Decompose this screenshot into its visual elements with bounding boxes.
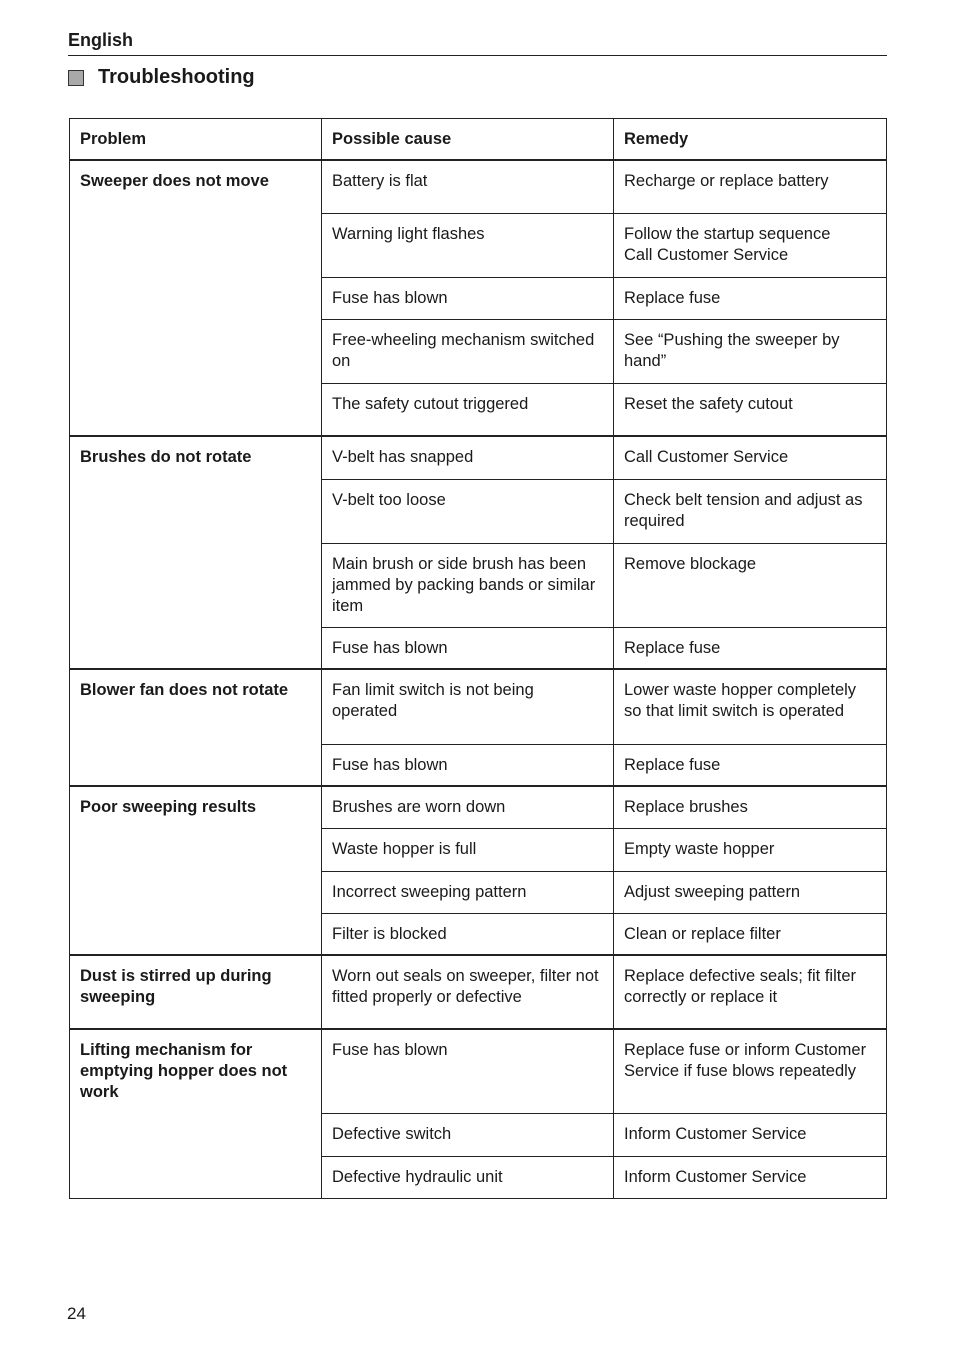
remedy-cell: See “Pushing the sweeper by hand” <box>614 319 887 383</box>
remedy-cell: Recharge or replace battery <box>614 160 887 213</box>
section-marker-icon <box>68 70 84 86</box>
cause-cell: Waste hopper is full <box>322 828 614 871</box>
remedy-cell: Inform Customer Service <box>614 1156 887 1198</box>
cause-cell: V-belt has snapped <box>322 436 614 479</box>
cause-cell: The safety cutout triggered <box>322 383 614 436</box>
problem-cell: Poor sweeping results <box>70 786 322 955</box>
cause-cell: Fuse has blown <box>322 1029 614 1113</box>
cause-cell: Battery is flat <box>322 160 614 213</box>
table-row <box>70 436 887 479</box>
table-row <box>70 160 887 213</box>
cause-cell: Worn out seals on sweeper, filter not fitted properly or defective <box>322 955 614 1029</box>
problem-cell: Sweeper does not move <box>70 160 322 436</box>
troubleshooting-table <box>69 118 887 1199</box>
remedy-cell: Inform Customer Service <box>614 1113 887 1156</box>
remedy-cell: Replace fuse <box>614 627 887 669</box>
header-problem: Problem <box>70 119 322 161</box>
remedy-cell: Reset the safety cutout <box>614 383 887 436</box>
cause-cell: Incorrect sweeping pattern <box>322 871 614 913</box>
remedy-cell: Clean or replace filter <box>614 913 887 955</box>
table-row <box>70 955 887 1029</box>
cause-cell: Free-wheeling mechanism switched on <box>322 319 614 383</box>
remedy-cell: Lower waste hopper completely so that limit switch is operated <box>614 669 887 744</box>
remedy-cell: Replace brushes <box>614 786 887 828</box>
remedy-cell: Empty waste hopper <box>614 828 887 871</box>
cause-cell: Brushes are worn down <box>322 786 614 828</box>
cause-cell: Warning light flashes <box>322 213 614 277</box>
table-header-row <box>70 119 887 161</box>
remedy-cell: Call Customer Service <box>614 436 887 479</box>
remedy-cell: Replace fuse <box>614 744 887 786</box>
page-number: 24 <box>67 1304 86 1323</box>
remedy-cell: Replace fuse <box>614 277 887 319</box>
header-rule <box>68 55 887 56</box>
cause-cell: Fuse has blown <box>322 744 614 786</box>
cause-cell: Fan limit switch is not being operated <box>322 669 614 744</box>
problem-cell: Dust is stirred up during sweeping <box>70 955 322 1029</box>
remedy-cell: Remove blockage <box>614 543 887 627</box>
remedy-cell: Check belt tension and adjust as required <box>614 479 887 543</box>
section-heading <box>68 66 255 89</box>
cause-cell: Defective switch <box>322 1113 614 1156</box>
remedy-cell: Adjust sweeping pattern <box>614 871 887 913</box>
problem-cell: Brushes do not rotate <box>70 436 322 669</box>
cause-cell: V-belt too loose <box>322 479 614 543</box>
header-possible-cause: Possible cause <box>322 119 614 161</box>
header-remedy: Remedy <box>614 119 887 161</box>
remedy-cell: Replace fuse or inform Customer Service if fuse blows repeatedly <box>614 1029 887 1113</box>
language-label: English <box>68 30 134 50</box>
remedy-cell: Replace defective seals; fit filter correctly or replace it <box>614 955 887 1029</box>
cause-cell: Main brush or side brush has been jammed by packing bands or similar item <box>322 543 614 627</box>
table-row <box>70 669 887 744</box>
cause-cell: Fuse has blown <box>322 277 614 319</box>
problem-cell: Blower fan does not rotate <box>70 669 322 786</box>
table-row <box>70 1029 887 1113</box>
table-row <box>70 786 887 828</box>
section-title: Troubleshooting <box>98 66 255 88</box>
table-body <box>70 160 887 1198</box>
cause-cell: Filter is blocked <box>322 913 614 955</box>
remedy-cell: Follow the startup sequence Call Customer Service <box>614 213 887 277</box>
cause-cell: Defective hydraulic unit <box>322 1156 614 1198</box>
problem-cell: Lifting mechanism for emptying hopper does not work <box>70 1029 322 1198</box>
cause-cell: Fuse has blown <box>322 627 614 669</box>
